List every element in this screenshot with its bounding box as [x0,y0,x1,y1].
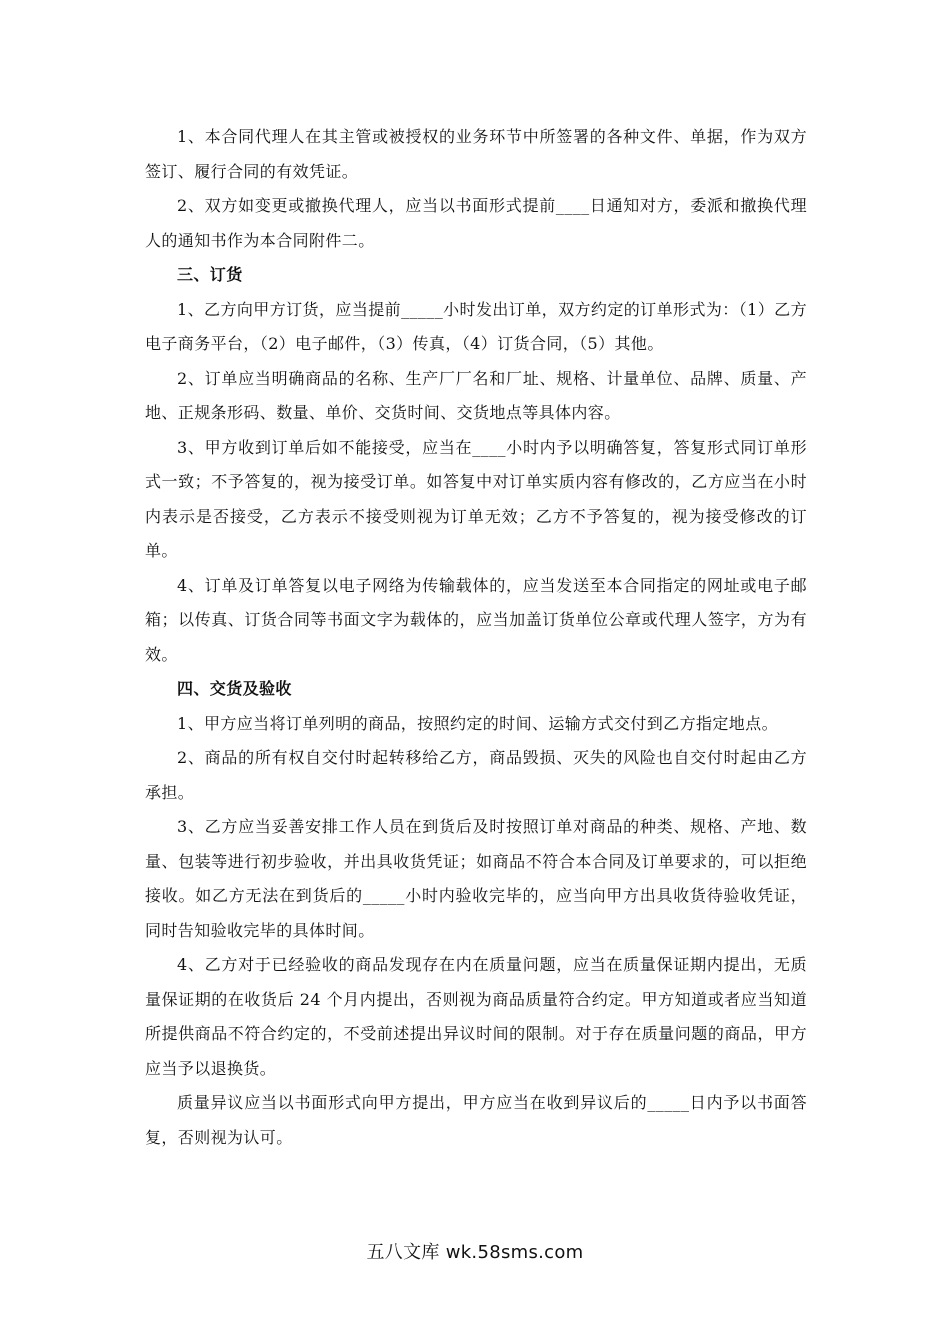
paragraph: 4、订单及订单答复以电子网络为传输载体的，应当发送至本合同指定的网址或电子邮箱；以传真、订货合同等书面文字为载体的，应当加盖订货单位公章或代理人签字，方为有效。 [145,575,807,664]
paragraph: 3、乙方应当妥善安排工作人员在到货后及时按照订单对商品的种类、规格、产地、数量、包装等进行初步验收，并出具收货凭证；如商品不符合本合同及订单要求的，可以拒绝接收。如乙方无法在到货后的_____小时内验收完毕的，应当向甲方出具收货待验收凭证，同时告知验收完毕的具体时间。 [145,817,807,940]
document-body [145,120,807,1155]
section-heading: 三、订货 [177,265,243,284]
paragraph: 2、商品的所有权自交付时起转移给乙方，商品毁损、灭失的风险也自交付时起由乙方承担。 [145,748,807,802]
paragraph: 1、甲方应当将订单列明的商品，按照约定的时间、运输方式交付到乙方指定地点。 [177,713,778,733]
paragraph: 质量异议应当以书面形式向甲方提出，甲方应当在收到异议后的_____日内予以书面答复，否则视为认可。 [145,1093,807,1147]
page-footer-watermark: 五八文库 wk.58sms.com [366,1242,584,1263]
paragraph: 4、乙方对于已经验收的商品发现存在内在质量问题，应当在质量保证期内提出，无质量保证期的在收货后 24 个月内提出，否则视为商品质量符合约定。甲方知道或者应当知道所提供商品不符合约定的，不受前述提出异议时间的限制。对于存在质量问题的商品，甲方应当予以退换货。 [145,955,807,1078]
section-heading: 四、交货及验收 [177,679,292,698]
paragraph: 2、双方如变更或撤换代理人，应当以书面形式提前____日通知对方，委派和撤换代理人的通知书作为本合同附件二。 [145,196,807,250]
paragraph: 1、本合同代理人在其主管或被授权的业务环节中所签署的各种文件、单据，作为双方签订、履行合同的有效凭证。 [145,127,807,181]
paragraph: 1、乙方向甲方订货，应当提前_____小时发出订单，双方约定的订单形式为：（1）乙方电子商务平台，（2）电子邮件，（3）传真，（4）订货合同，（5）其他。 [145,299,807,353]
paragraph: 3、甲方收到订单后如不能接受，应当在____小时内予以明确答复，答复形式同订单形式一致；不予答复的，视为接受订单。如答复中对订单实质内容有修改的，乙方应当在小时内表示是否接受，乙方表示不接受则视为订单无效；乙方不予答复的，视为接受修改的订单。 [145,437,807,560]
paragraph: 2、订单应当明确商品的名称、生产厂厂名和厂址、规格、计量单位、品牌、质量、产地、正规条形码、数量、单价、交货时间、交货地点等具体内容。 [145,368,807,422]
